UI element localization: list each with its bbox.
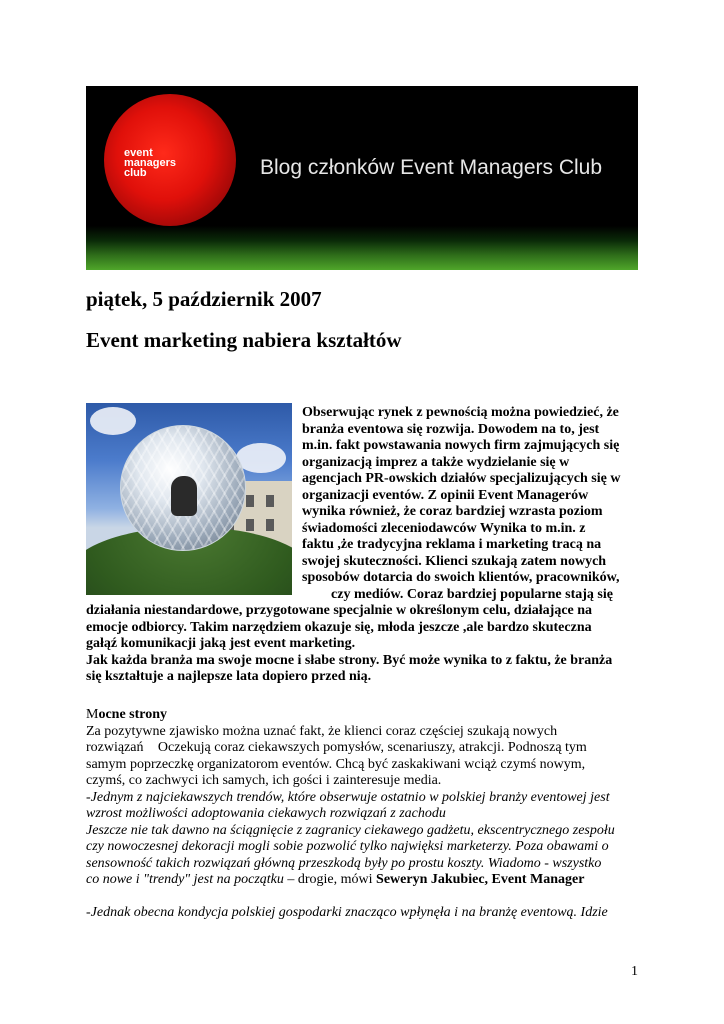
quote-line: czy nowoczesnej dekoracji mogli sobie pozwolić tylko najwięksi marketerzy. Poza obawami o <box>86 839 609 854</box>
text-line: Jak każda branża ma swoje mocne i słabe strony. Być może wynika to z faktu, że branża <box>86 652 613 668</box>
quote-line: Jeszcze nie tak dawno na ściągnięcie z zagranicy ciekawego gadżetu, ekscentrycznego zespołu <box>86 822 615 838</box>
logo-text <box>124 148 176 178</box>
post-title: Event marketing nabiera kształtów <box>86 328 402 352</box>
quote-line: -Jednym z najciekawszych trendów, które obserwuje ostatnio w polskiej branży eventowej jest <box>86 789 610 805</box>
text-line: branża eventowa się rozwija. Dowodem na to, jest <box>302 421 600 437</box>
strengths-heading-first: M <box>86 707 99 722</box>
text-line: świadomości zleceniodawców Wynika to m.in. z <box>302 520 586 536</box>
zorb-ball <box>120 425 246 551</box>
text-line: organizacją imprez a także wydzielanie się w <box>302 454 570 470</box>
quote-author: Seweryn Jakubiec, Event Manager <box>376 872 585 887</box>
text-line: samym poprzeczkę organizatorom eventów. Chcą być zaskakiwani wciąż czymś nowym, <box>86 756 586 772</box>
text-line: agencjach PR-owskich działów specjalizujących się w <box>302 471 621 486</box>
logo-word-managers: managers <box>124 157 176 169</box>
text-line: Obserwując rynek z pewnością można powiedzieć, że <box>302 405 619 420</box>
quote-line: wzrost możliwości adoptowania ciekawych rozwiązań z zachodu <box>86 806 446 821</box>
logo-word-club: club <box>124 167 147 179</box>
text-line: gałąź komunikacji jaką jest event marketing. <box>86 636 356 651</box>
blank-line <box>86 889 646 906</box>
text-line: Za pozytywne zjawisko można uznać fakt, że klienci coraz częściej szukają nowych <box>86 723 558 739</box>
text-line: rozwiązań Oczekują coraz ciekawszych pomysłów, scenariuszy, atrakcji. Podnoszą tym <box>86 740 576 755</box>
text-line: swojej skuteczności. Klienci szukają zatem nowych <box>302 553 607 569</box>
quote-ending: co nowe i "trendy" jest na początku <box>86 872 284 887</box>
text-line: faktu ,że tradycyjna reklama i marketing tracą na <box>302 537 602 552</box>
banner-title: Blog członków Event Managers Club <box>260 156 603 179</box>
text-line: czymś, co zachwyci ich samych, ich gości i zainteresuje media. <box>86 773 442 788</box>
attribution-text: – drogie, mówi <box>283 872 377 887</box>
strengths-heading <box>86 707 646 724</box>
strengths-section <box>86 707 646 922</box>
intro-paragraph-right <box>302 405 642 603</box>
text-line: m.in. fakt powstawania nowych firm zajmujących się <box>302 438 620 453</box>
text-line: wynika również, że coraz bardziej wzrasta poziom <box>302 504 603 519</box>
quote-attribution-line <box>86 872 646 889</box>
page-number: 1 <box>631 964 638 979</box>
logo-word-event: event <box>124 147 153 159</box>
second-quote-line: -Jednak obecna kondycja polskiej gospodarki znacząco wpłynęła i na branżę eventową. Idzie <box>86 905 608 920</box>
quote-line: sensowność takich rozwiązań główną przeszkodą były po prostu koszty. Wiadomo - wszystko <box>86 855 602 871</box>
text-line: czy mediów. Coraz bardziej popularne stają się <box>331 586 613 602</box>
text-line: organizacji eventów. Z opinii Event Managerów <box>302 487 589 503</box>
strengths-heading-rest: ocne strony <box>98 707 168 722</box>
text-line: działania niestandardowe, przygotowane specjalnie w określonym celu, działające na <box>86 603 593 618</box>
text-line: sposobów dotarcia do swoich klientów, pracowników, <box>302 570 620 585</box>
zorb-ball-photo <box>86 403 292 595</box>
post-date: piątek, 5 październik 2007 <box>86 287 322 311</box>
text-line: się kształtuje a najlepsze lata dopiero przed nią. <box>86 669 372 684</box>
blog-banner <box>86 86 638 270</box>
intro-paragraph-full <box>86 603 646 686</box>
text-line: emocje odbiorcy. Takim narzędziem okazuje się, młoda jeszcze ,ale bardzo skuteczna <box>86 619 592 635</box>
